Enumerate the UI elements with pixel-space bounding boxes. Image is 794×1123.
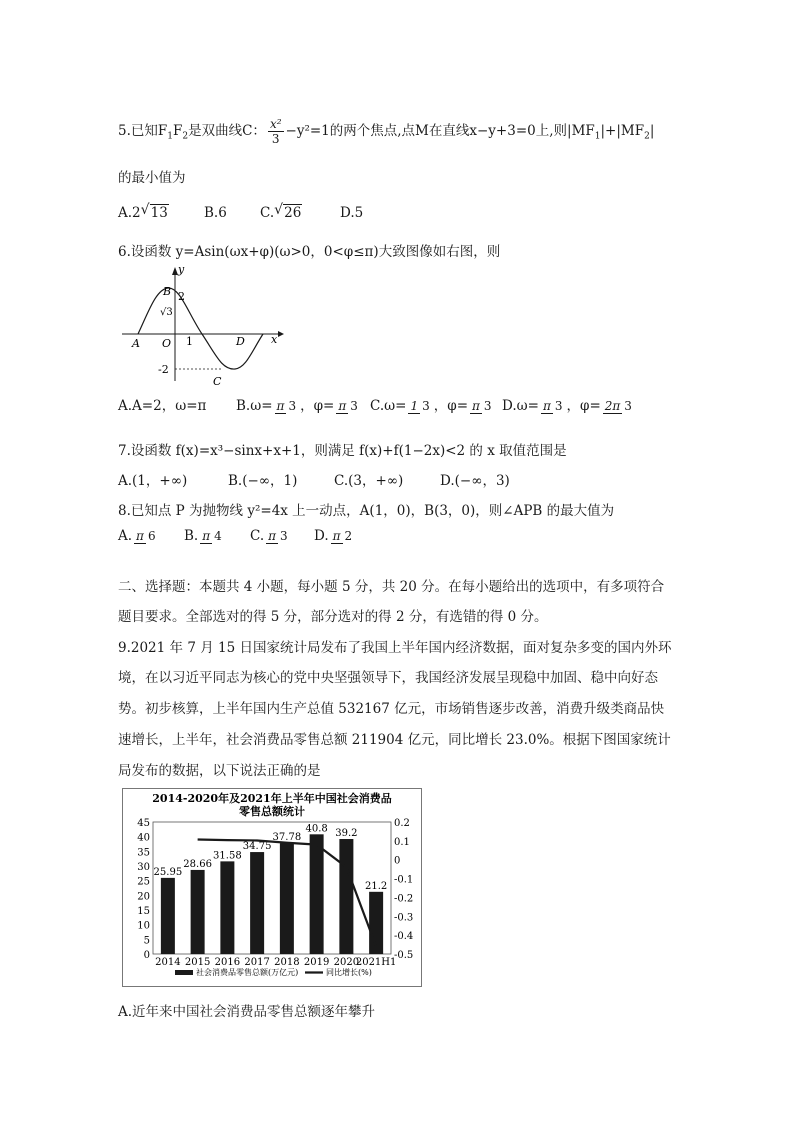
label-D: D bbox=[236, 335, 245, 348]
label-2: 2 bbox=[178, 290, 185, 303]
bar-data-label: 39.2 bbox=[335, 828, 358, 840]
label-x: x bbox=[271, 333, 278, 346]
label-1: 1 bbox=[186, 335, 193, 348]
sine-curve bbox=[138, 288, 263, 369]
y-left-tick-label: 45 bbox=[137, 818, 150, 829]
q5-sub: 2 bbox=[182, 131, 189, 142]
q7-options bbox=[118, 469, 510, 489]
x-tick-label: 2018 bbox=[274, 957, 300, 968]
y-left-tick-label: 40 bbox=[137, 832, 150, 844]
q8-options bbox=[118, 528, 356, 544]
bar bbox=[310, 834, 324, 954]
q5-text: 5.已知F bbox=[118, 123, 168, 139]
q5-text: 是双曲线C： bbox=[188, 123, 266, 139]
y-left-tick-label: 0 bbox=[143, 950, 150, 961]
bar bbox=[220, 861, 234, 954]
q5-stem-line2: 的最小值为 bbox=[118, 170, 186, 186]
bar bbox=[161, 878, 175, 954]
y-right-tick-label: 0.1 bbox=[394, 836, 410, 848]
q5-text: −y²=1的两个焦点,点M在直线x−y+3=0上,则|MF bbox=[285, 123, 595, 139]
bar-data-label: 25.95 bbox=[153, 866, 183, 878]
chart-title: 2014-2020年及2021年上半年中国社会消费品 bbox=[152, 792, 392, 805]
section2-line1: 二、选择题：本题共 4 小题，每小题 5 分，共 20 分。在每小题给出的选项中，有多项符合 bbox=[118, 579, 665, 595]
bar bbox=[250, 852, 264, 954]
x-tick-label: 2020 bbox=[333, 957, 360, 968]
label-B: B bbox=[163, 285, 172, 298]
label-y: y bbox=[178, 263, 185, 276]
q5-option-a[interactable]: A.2√ 13 bbox=[118, 204, 204, 221]
q8-option-b[interactable]: B. π 4 bbox=[184, 528, 222, 544]
y-left-tick-label: 35 bbox=[137, 847, 150, 859]
q5-sub: 1 bbox=[167, 131, 173, 142]
q9-option-a[interactable]: A.近年来中国社会消费品零售总额逐年攀升 bbox=[118, 1004, 376, 1020]
bar bbox=[339, 839, 353, 954]
chart-title: 零售总额统计 bbox=[239, 805, 305, 818]
q6-option-b[interactable]: B.ω= π 3 ，φ= π 3 bbox=[236, 398, 358, 414]
y-right-tick-label: -0.4 bbox=[394, 931, 414, 943]
section2-line2: 题目要求。全部选对的得 5 分，部分选对的得 2 分，有选错的得 0 分。 bbox=[118, 609, 548, 625]
q6-option-a[interactable]: A.A=2，ω=π bbox=[118, 398, 207, 414]
y-left-tick-label: 10 bbox=[137, 920, 150, 932]
y-left-tick-label: 15 bbox=[137, 906, 150, 917]
q5-option-d[interactable]: D.5 bbox=[340, 205, 364, 221]
q5-option-c[interactable]: C.√ 26 bbox=[260, 204, 340, 221]
x-tick-label: 2016 bbox=[214, 957, 241, 968]
y-left-tick-label: 20 bbox=[137, 891, 150, 903]
q5-text: | bbox=[649, 123, 655, 139]
label-A: A bbox=[132, 337, 140, 350]
label-neg2: -2 bbox=[158, 363, 169, 376]
q7-option-c[interactable]: C.(3，+∞) bbox=[334, 473, 404, 489]
q6-stem: 6.设函数 y=Asin(ωx+φ)(ω>0，0<φ≤π)大致图像如右图，则 bbox=[118, 244, 501, 260]
bar-data-label: 37.78 bbox=[272, 832, 302, 844]
q7-option-b[interactable]: B.(−∞，1) bbox=[228, 473, 298, 489]
x-tick-label: 2014 bbox=[155, 957, 181, 968]
q9-line1: 9.2021 年 7 月 15 日国家统计局发布了我国上半年国内经济数据，面对复杂多变的国内外环 bbox=[118, 640, 672, 656]
y-left-tick-label: 5 bbox=[143, 935, 150, 947]
q9-line3: 势。初步核算，上半年国内生产总值 532167 亿元，市场销售逐步改善，消费升级类商品快 bbox=[118, 701, 665, 717]
y-right-tick-label: -0.2 bbox=[394, 893, 414, 905]
q5-option-b[interactable]: B.6 bbox=[204, 205, 227, 221]
y-right-tick-label: 0 bbox=[394, 855, 401, 867]
y-right-tick-label: -0.1 bbox=[394, 874, 414, 886]
y-left-tick-label: 25 bbox=[137, 876, 150, 888]
q8-option-a[interactable]: A. π 6 bbox=[118, 528, 156, 544]
x-tick-label: 2015 bbox=[184, 957, 211, 968]
bar-data-label: 31.58 bbox=[213, 850, 242, 862]
q9-line5: 局发布的数据，以下说法正确的是 bbox=[118, 763, 321, 779]
label-C: C bbox=[213, 375, 222, 388]
q5-text: F bbox=[172, 123, 183, 139]
q7-option-a[interactable]: A.(1，+∞) bbox=[118, 473, 188, 489]
q5-sub: 1 bbox=[594, 131, 601, 142]
q5-text: |+|MF bbox=[600, 123, 645, 139]
y-right-tick-label: -0.5 bbox=[394, 950, 414, 961]
q5-options bbox=[118, 204, 363, 221]
legend-label: 社会消费品零售总额(万亿元) bbox=[196, 968, 299, 977]
q8-option-d[interactable]: D. π 2 bbox=[314, 528, 353, 544]
consumption-chart bbox=[122, 788, 422, 987]
y-left-tick-label: 30 bbox=[137, 862, 150, 873]
q5-fraction: $\frac{\text{x²}}{3}$ bbox=[269, 117, 282, 146]
bar bbox=[191, 870, 205, 954]
q6-option-c[interactable]: C.ω= 1 3 ，φ= π 3 bbox=[370, 398, 492, 414]
bar bbox=[280, 843, 294, 954]
q5-stem bbox=[118, 117, 654, 146]
q8-stem: 8.已知点 P 为抛物线 y²=4x 上一动点，A(1，0)，B(3，0)，则∠APB 的最大值为 bbox=[118, 503, 615, 519]
q9-line4: 速增长，上半年，社会消费品零售总额 211904 亿元，同比增长 23.0%。根据下图国家统计 bbox=[118, 732, 671, 748]
q6-option-d[interactable]: D.ω= π 3 ，φ= 2π 3 bbox=[502, 398, 632, 414]
y-right-tick-label: 0.2 bbox=[394, 818, 410, 829]
chart-svg bbox=[123, 789, 421, 986]
label-sqrt3: √3 bbox=[160, 307, 173, 318]
bar-data-label: 34.75 bbox=[242, 841, 272, 853]
q6-options bbox=[118, 394, 636, 414]
x-axis-arrow bbox=[278, 331, 284, 337]
bar-data-label: 21.2 bbox=[364, 880, 388, 892]
legend-label: 同比增长(%) bbox=[326, 968, 372, 977]
q8-option-c[interactable]: C. π 3 bbox=[250, 528, 288, 544]
q5-sub: 2 bbox=[644, 131, 650, 142]
q6-sine-graph bbox=[118, 263, 288, 388]
bar-data-label: 28.66 bbox=[183, 858, 212, 870]
y-right-tick-label: -0.3 bbox=[394, 912, 414, 924]
x-tick-label: 2017 bbox=[244, 957, 270, 968]
x-tick-label: 2021H1 bbox=[355, 957, 397, 968]
q9-line2: 境，在以习近平同志为核心的党中央坚强领导下，我国经济发展呈现稳中加固、稳中向好态 bbox=[118, 670, 658, 686]
q7-stem: 7.设函数 f(x)=x³−sinx+x+1，则满足 f(x)+f(1−2x)<2 的 x 取值范围是 bbox=[118, 443, 567, 459]
legend-swatch-bar bbox=[175, 970, 193, 975]
x-tick-label: 2019 bbox=[303, 957, 330, 968]
q7-option-d[interactable]: D.(−∞，3) bbox=[440, 473, 510, 489]
bar-data-label: 40.8 bbox=[305, 823, 328, 835]
label-O: O bbox=[162, 337, 172, 350]
